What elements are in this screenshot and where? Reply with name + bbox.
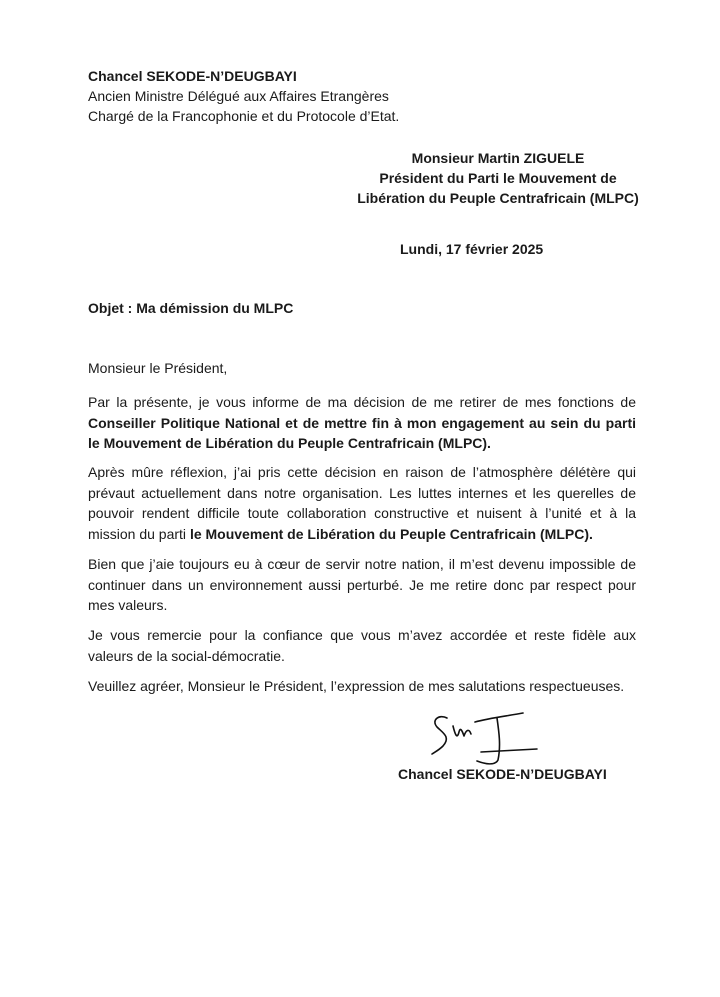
sender-title-line-2: Chargé de la Francophonie et du Protocole d’Etat. <box>88 108 400 124</box>
paragraph-1-bold: Conseiller Politique National et de mettre fin à mon engagement au sein du parti le Mouvement de Libération du Peuple Centrafricain (MLPC). <box>88 414 636 451</box>
paragraph-2-text: Après mûre réflexion, j’ai pris cette décision en raison de l’atmosphère délétère qui prévaut actuellement dans notre organisation. Les luttes internes et les querelles de pouvoir rendent difficile toute collaboration constructive et nuisent à l’unité et à la mission du parti <box>88 464 636 542</box>
signer-name: Chancel SEKODE-N’DEUGBAYI <box>398 766 607 782</box>
paragraph-2-bold: le Mouvement de Libération du Peuple Centrafricain (MLPC). <box>189 525 593 542</box>
handwritten-signature <box>425 706 545 768</box>
recipient-name: Monsieur Martin ZIGUELE <box>411 150 585 166</box>
paragraph-1-text: Par la présente, je vous informe de ma décision de me retirer de mes fonctions de <box>88 394 636 410</box>
paragraph-resignation <box>88 392 636 454</box>
sender-block <box>88 66 399 126</box>
paragraph-thanks: Je vous remercie pour la confiance que vous m’avez accordée et reste fidèle aux valeurs de la social-démocratie. <box>88 627 636 664</box>
recipient-title-line-2: Libération du Peuple Centrafricain (MLPC) <box>357 190 639 206</box>
letter-subject: Objet : Ma démission du MLPC <box>88 300 294 316</box>
recipient-block <box>348 148 648 208</box>
closing-formula: Veuillez agréer, Monsieur le Président, l’expression de mes salutations respectueuses. <box>88 678 625 694</box>
paragraph-reasons <box>88 462 636 544</box>
recipient-title-line-1: Président du Parti le Mouvement de <box>379 170 617 186</box>
sender-title-line-1: Ancien Ministre Délégué aux Affaires Etrangères <box>88 88 389 104</box>
letter-date: Lundi, 17 février 2025 <box>400 241 544 257</box>
sender-name: Chancel SEKODE-N’DEUGBAYI <box>88 68 297 84</box>
salutation: Monsieur le Président, <box>88 360 228 376</box>
paragraph-values: Bien que j’aie toujours eu à cœur de servir notre nation, il m’est devenu impossible de continuer dans un environnement aussi perturbé. Je me retire donc par respect pour mes valeurs. <box>88 556 636 613</box>
